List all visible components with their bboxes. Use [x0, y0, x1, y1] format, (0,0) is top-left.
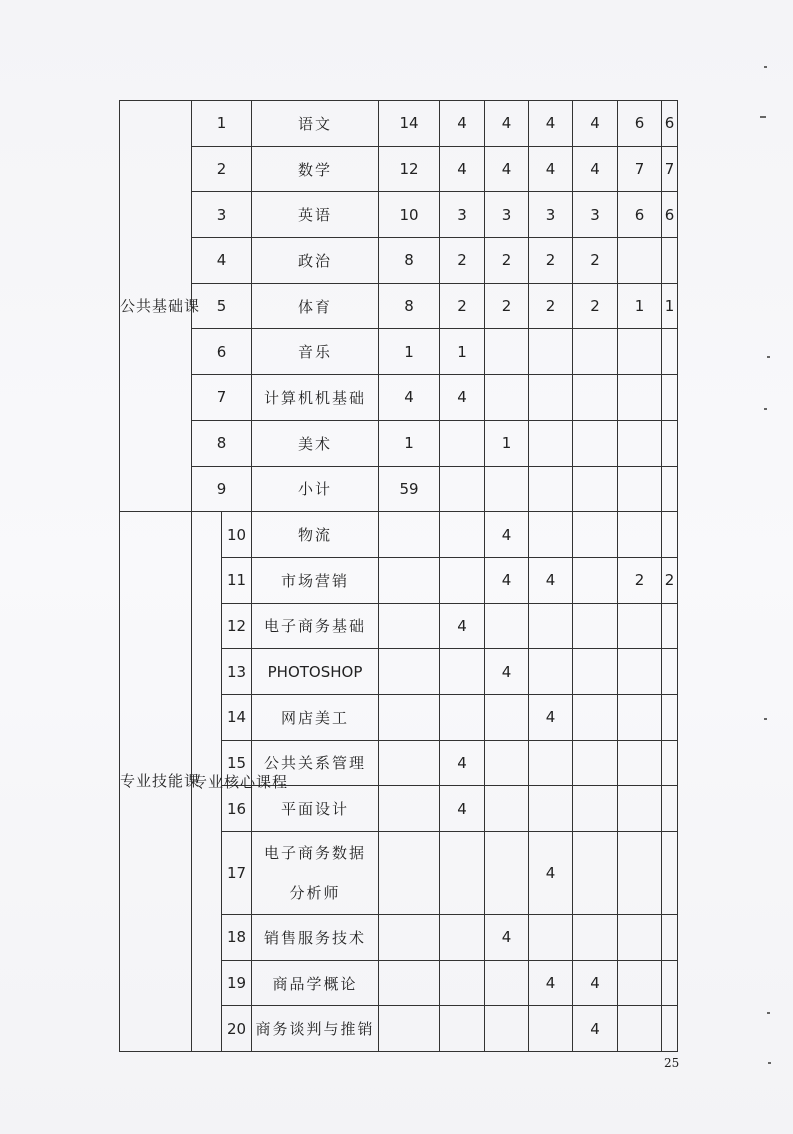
- row-number: 5: [192, 283, 252, 329]
- semester-6: [662, 603, 678, 649]
- semester-3: 3: [529, 192, 573, 238]
- semester-5: 7: [618, 146, 662, 192]
- table-row: [120, 146, 678, 192]
- semester-3: [529, 915, 573, 961]
- course-name: [252, 832, 379, 915]
- course-name-text: 小计: [298, 480, 333, 499]
- row-number: 3: [192, 192, 252, 238]
- row-number: 20: [222, 1006, 252, 1052]
- total-hours: [379, 915, 440, 961]
- semester-4: [573, 375, 618, 421]
- row-number: 19: [222, 960, 252, 1006]
- semester-5: [618, 603, 662, 649]
- total-hours: [379, 603, 440, 649]
- semester-4: [573, 603, 618, 649]
- semester-2: [485, 329, 529, 375]
- table-row: [120, 329, 678, 375]
- semester-2: 4: [485, 649, 529, 695]
- semester-1: 2: [440, 283, 485, 329]
- total-hours: 1: [379, 329, 440, 375]
- table-row: [120, 466, 678, 512]
- course-name: [252, 238, 379, 284]
- course-name: [252, 375, 379, 421]
- course-name-text: 平面设计: [281, 800, 350, 819]
- course-name: [252, 694, 379, 740]
- total-hours: 8: [379, 283, 440, 329]
- row-number: 1: [192, 101, 252, 147]
- semester-2: 2: [485, 238, 529, 284]
- semester-3: 4: [529, 146, 573, 192]
- semester-4: 2: [573, 283, 618, 329]
- semester-2: 4: [485, 512, 529, 558]
- semester-6: [662, 466, 678, 512]
- table-row: [120, 192, 678, 238]
- semester-6: [662, 649, 678, 695]
- semester-3: [529, 1006, 573, 1052]
- semester-2: 4: [485, 557, 529, 603]
- semester-5: [618, 832, 662, 915]
- scan-speck: [767, 1012, 770, 1014]
- table-row: [120, 375, 678, 421]
- course-name: [252, 192, 379, 238]
- semester-2: 4: [485, 915, 529, 961]
- semester-6: [662, 694, 678, 740]
- semester-6: 6: [662, 101, 678, 147]
- table-row: [120, 101, 678, 147]
- semester-1: 4: [440, 786, 485, 832]
- semester-3: [529, 786, 573, 832]
- row-number: 13: [222, 649, 252, 695]
- semester-4: [573, 329, 618, 375]
- semester-5: [618, 694, 662, 740]
- category-skill: 专业技能课: [120, 512, 192, 1052]
- semester-2: [485, 603, 529, 649]
- row-number: 10: [222, 512, 252, 558]
- semester-4: 4: [573, 101, 618, 147]
- course-name-text: 音乐: [298, 343, 333, 362]
- semester-2: [485, 694, 529, 740]
- semester-4: [573, 786, 618, 832]
- total-hours: [379, 557, 440, 603]
- row-number: 17: [222, 832, 252, 915]
- semester-2: 1: [485, 420, 529, 466]
- semester-5: [618, 915, 662, 961]
- semester-3: 2: [529, 238, 573, 284]
- semester-3: [529, 375, 573, 421]
- semester-1: 4: [440, 375, 485, 421]
- semester-5: 6: [618, 101, 662, 147]
- scan-speck: [764, 66, 767, 68]
- total-hours: 12: [379, 146, 440, 192]
- course-name: [252, 420, 379, 466]
- row-number: 7: [192, 375, 252, 421]
- course-name: [252, 1006, 379, 1052]
- course-name-text: PHOTOSHOP: [267, 662, 363, 681]
- semester-2: [485, 375, 529, 421]
- course-name-text: 市场营销: [281, 571, 350, 590]
- course-name: [252, 603, 379, 649]
- semester-4: [573, 832, 618, 915]
- semester-1: [440, 694, 485, 740]
- semester-6: 2: [662, 557, 678, 603]
- semester-1: 4: [440, 603, 485, 649]
- semester-5: [618, 375, 662, 421]
- course-name: [252, 786, 379, 832]
- course-name-text: 物流: [298, 526, 333, 545]
- page-number: 25: [664, 1056, 680, 1070]
- curriculum-table: [119, 100, 678, 1052]
- semester-4: [573, 512, 618, 558]
- table-row: [120, 238, 678, 284]
- scan-speck: [764, 408, 767, 410]
- semester-1: [440, 557, 485, 603]
- course-name: [252, 960, 379, 1006]
- semester-5: [618, 740, 662, 786]
- semester-3: [529, 603, 573, 649]
- semester-3: 4: [529, 694, 573, 740]
- course-name: [252, 649, 379, 695]
- course-name-text: 公共关系管理: [264, 754, 367, 773]
- semester-1: [440, 1006, 485, 1052]
- semester-1: 4: [440, 740, 485, 786]
- semester-6: 7: [662, 146, 678, 192]
- semester-3: 4: [529, 832, 573, 915]
- scan-speck: [768, 1062, 771, 1064]
- course-name: [252, 512, 379, 558]
- total-hours: 10: [379, 192, 440, 238]
- row-number: 9: [192, 466, 252, 512]
- course-name: [252, 283, 379, 329]
- semester-5: [618, 649, 662, 695]
- semester-5: [618, 512, 662, 558]
- course-name: [252, 557, 379, 603]
- semester-3: [529, 740, 573, 786]
- semester-2: [485, 740, 529, 786]
- scan-speck: [760, 116, 766, 118]
- semester-5: [618, 420, 662, 466]
- semester-1: [440, 649, 485, 695]
- row-number: 14: [222, 694, 252, 740]
- semester-2: [485, 466, 529, 512]
- course-name-text: 体育: [298, 297, 333, 316]
- total-hours: 59: [379, 466, 440, 512]
- total-hours: [379, 512, 440, 558]
- semester-3: [529, 420, 573, 466]
- semester-4: 2: [573, 238, 618, 284]
- total-hours: [379, 832, 440, 915]
- course-name-text: 商品学概论: [272, 974, 358, 993]
- semester-4: 4: [573, 146, 618, 192]
- semester-6: 1: [662, 283, 678, 329]
- semester-6: [662, 960, 678, 1006]
- semester-3: [529, 466, 573, 512]
- semester-2: 4: [485, 146, 529, 192]
- semester-5: [618, 786, 662, 832]
- row-number: 11: [222, 557, 252, 603]
- semester-1: [440, 960, 485, 1006]
- semester-3: 4: [529, 557, 573, 603]
- semester-1: [440, 915, 485, 961]
- table-row: [120, 420, 678, 466]
- semester-3: 4: [529, 101, 573, 147]
- semester-6: [662, 1006, 678, 1052]
- semester-4: [573, 466, 618, 512]
- course-name: [252, 101, 379, 147]
- semester-3: [529, 512, 573, 558]
- semester-2: [485, 1006, 529, 1052]
- semester-2: [485, 960, 529, 1006]
- scan-speck: [767, 356, 770, 358]
- semester-1: 3: [440, 192, 485, 238]
- semester-6: [662, 512, 678, 558]
- semester-5: [618, 238, 662, 284]
- course-name: [252, 146, 379, 192]
- semester-4: [573, 740, 618, 786]
- semester-5: 6: [618, 192, 662, 238]
- course-name: [252, 329, 379, 375]
- course-name-text: 美术: [298, 434, 333, 453]
- category-public: 公共基础课: [120, 101, 192, 512]
- semester-2: [485, 832, 529, 915]
- course-name-text: 语文: [298, 114, 333, 133]
- semester-6: [662, 375, 678, 421]
- semester-6: [662, 329, 678, 375]
- semester-5: 2: [618, 557, 662, 603]
- row-number: 2: [192, 146, 252, 192]
- course-name-text: 销售服务技术: [264, 928, 367, 947]
- semester-1: [440, 832, 485, 915]
- semester-1: 1: [440, 329, 485, 375]
- course-name-text: 计算机机基础: [264, 388, 367, 407]
- total-hours: [379, 694, 440, 740]
- semester-6: [662, 238, 678, 284]
- table-row: [120, 283, 678, 329]
- semester-3: 4: [529, 960, 573, 1006]
- total-hours: [379, 786, 440, 832]
- course-name: [252, 915, 379, 961]
- semester-2: 4: [485, 101, 529, 147]
- semester-4: 4: [573, 960, 618, 1006]
- semester-4: 4: [573, 1006, 618, 1052]
- total-hours: 14: [379, 101, 440, 147]
- semester-5: [618, 960, 662, 1006]
- row-number: 18: [222, 915, 252, 961]
- semester-6: [662, 786, 678, 832]
- course-name-text: 电子商务基础: [264, 617, 367, 636]
- course-name-text: 商务谈判与推销: [255, 1020, 375, 1039]
- semester-5: [618, 466, 662, 512]
- course-name-text: 政治: [298, 251, 333, 270]
- semester-4: 3: [573, 192, 618, 238]
- total-hours: [379, 649, 440, 695]
- semester-6: [662, 740, 678, 786]
- course-name: [252, 466, 379, 512]
- semester-6: [662, 420, 678, 466]
- row-number: 12: [222, 603, 252, 649]
- semester-5: [618, 1006, 662, 1052]
- semester-4: [573, 557, 618, 603]
- semester-4: [573, 649, 618, 695]
- semester-3: [529, 329, 573, 375]
- semester-1: 2: [440, 238, 485, 284]
- semester-4: [573, 694, 618, 740]
- semester-6: [662, 915, 678, 961]
- semester-4: [573, 420, 618, 466]
- semester-1: 4: [440, 101, 485, 147]
- semester-1: [440, 420, 485, 466]
- course-name-text: 数学: [298, 160, 333, 179]
- row-number: 16: [222, 786, 252, 832]
- semester-1: [440, 512, 485, 558]
- course-name-text: 英语: [298, 206, 333, 225]
- row-number: 8: [192, 420, 252, 466]
- table-body: [120, 101, 678, 1052]
- row-number: 6: [192, 329, 252, 375]
- course-name-text: 网店美工: [281, 708, 350, 727]
- semester-1: 4: [440, 146, 485, 192]
- semester-2: 3: [485, 192, 529, 238]
- semester-3: [529, 649, 573, 695]
- subcategory-core: 专业核心课程: [192, 512, 222, 1052]
- semester-2: [485, 786, 529, 832]
- semester-4: [573, 915, 618, 961]
- semester-6: [662, 832, 678, 915]
- semester-6: 6: [662, 192, 678, 238]
- total-hours: 1: [379, 420, 440, 466]
- table-row: [120, 512, 678, 558]
- total-hours: [379, 740, 440, 786]
- semester-5: 1: [618, 283, 662, 329]
- row-number: 15: [222, 740, 252, 786]
- semester-5: [618, 329, 662, 375]
- total-hours: [379, 1006, 440, 1052]
- scan-speck: [764, 718, 767, 720]
- semester-3: 2: [529, 283, 573, 329]
- total-hours: 4: [379, 375, 440, 421]
- course-name-text: 电子商务数据分析师: [264, 844, 367, 902]
- total-hours: [379, 960, 440, 1006]
- semester-1: [440, 466, 485, 512]
- semester-2: 2: [485, 283, 529, 329]
- total-hours: 8: [379, 238, 440, 284]
- row-number: 4: [192, 238, 252, 284]
